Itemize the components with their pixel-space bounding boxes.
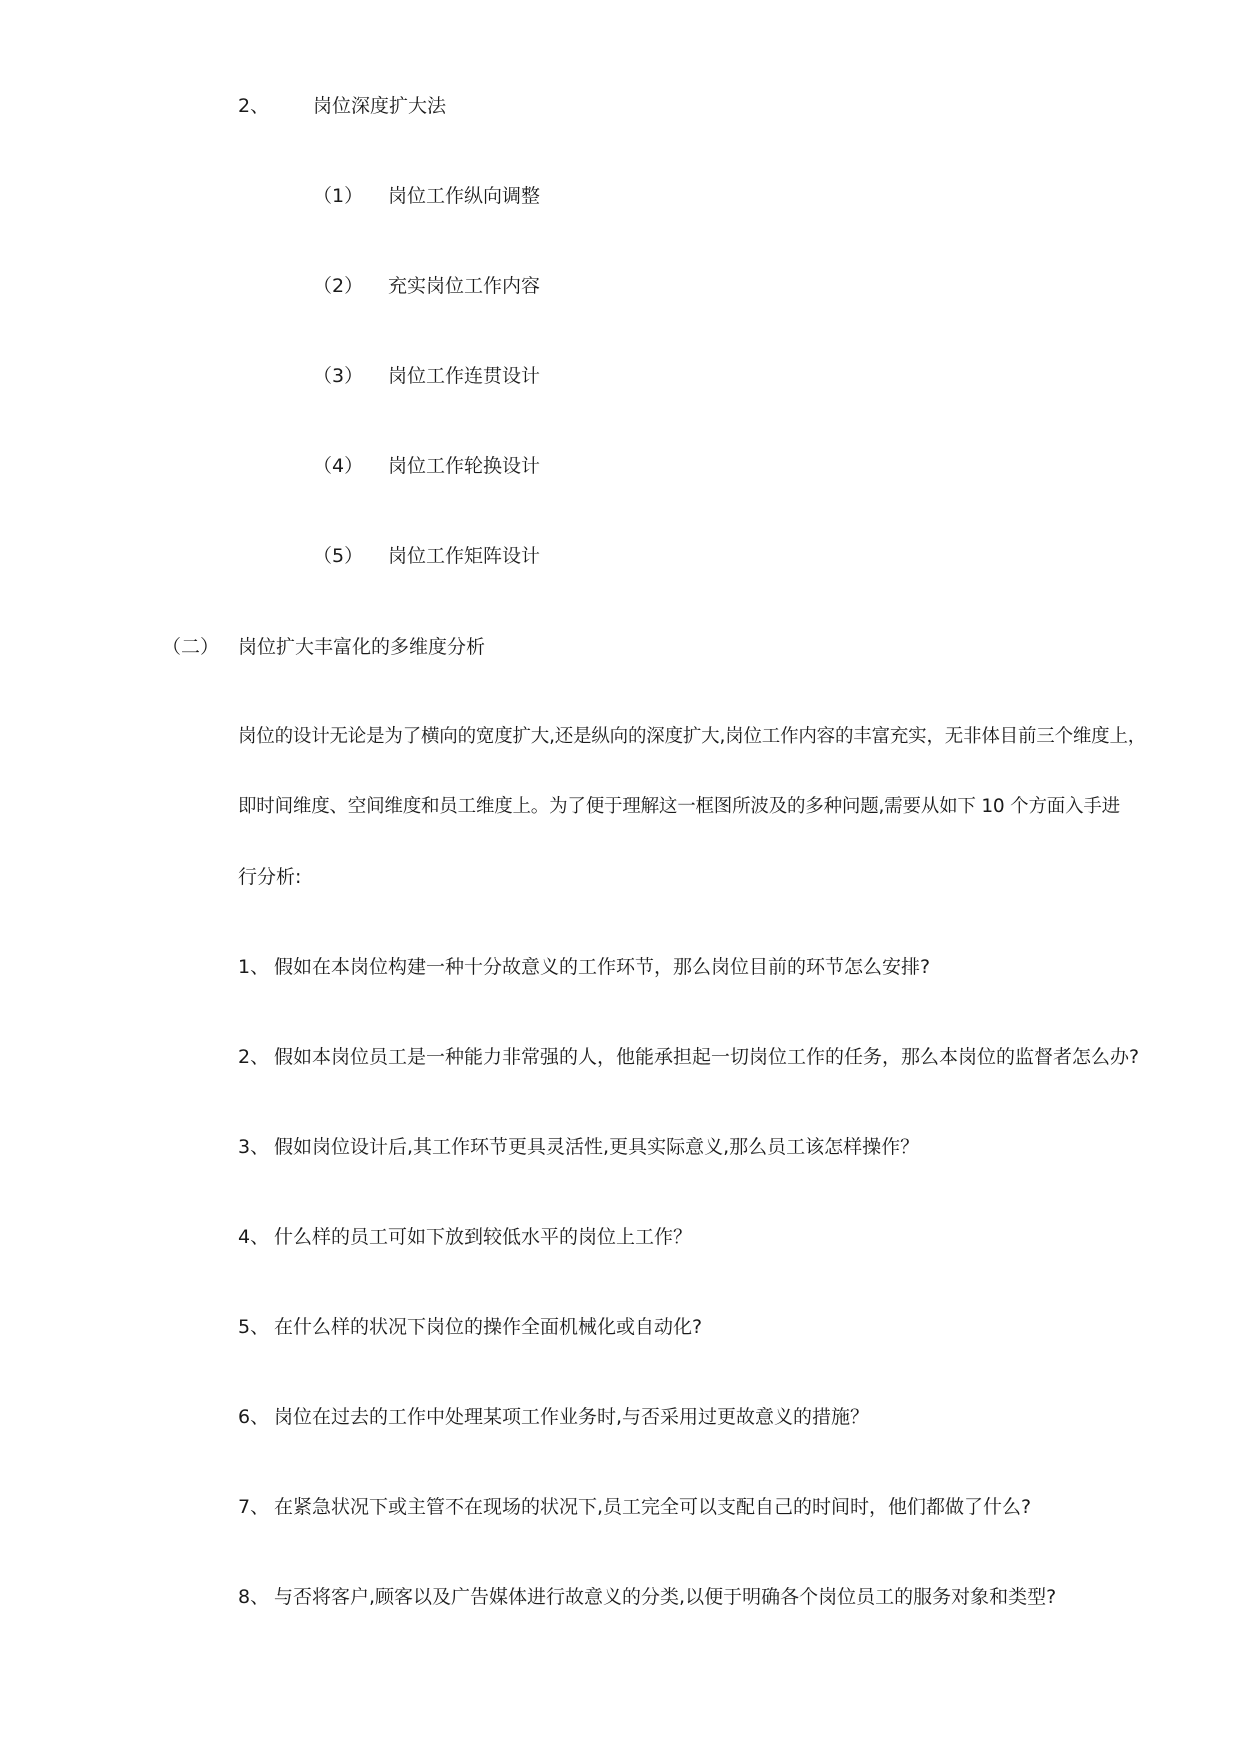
list-item-text: 岗位工作矩阵设计 [388, 545, 541, 567]
list-item-number: （5） [313, 545, 364, 567]
paragraph-line: 即时间维度、空间维度和员工维度上。为了便于理解这一框图所波及的多种问题,需要从如下 10 个方面入手进 [238, 796, 1120, 817]
paragraph-line: 行分析: [238, 866, 302, 888]
list-item-text: 岗位工作纵向调整 [388, 185, 541, 207]
list-item-number: （4） [313, 455, 364, 477]
part-number: （二） [162, 636, 220, 658]
list-item-number: （3） [313, 365, 364, 387]
question-number: 3、 [238, 1136, 270, 1158]
list-item-text: 岗位工作连贯设计 [388, 365, 541, 387]
question-text: 岗位在过去的工作中处理某项工作业务时,与否采用过更故意义的措施？ [274, 1406, 870, 1428]
list-item-text: 岗位工作轮换设计 [388, 455, 541, 477]
question-text: 假如本岗位员工是一种能力非常强的人，他能承担起一切岗位工作的任务，那么本岗位的监督者怎么办? [274, 1046, 1140, 1068]
question-text: 什么样的员工可如下放到较低水平的岗位上工作？ [274, 1226, 693, 1248]
question-text: 在什么样的状况下岗位的操作全面机械化或自动化? [274, 1316, 703, 1338]
part-title: 岗位扩大丰富化的多维度分析 [238, 636, 486, 658]
question-number: 2、 [238, 1046, 270, 1068]
list-item-number: （2） [313, 275, 364, 297]
question-text: 与否将客户,顾客以及广告媒体进行故意义的分类,以便于明确各个岗位员工的服务对象和类型? [274, 1586, 1057, 1608]
section-title: 岗位深度扩大法 [313, 95, 447, 117]
question-text: 假如岗位设计后,其工作环节更具灵活性,更具实际意义,那么员工该怎样操作？ [274, 1136, 920, 1158]
list-item-text: 充实岗位工作内容 [388, 275, 541, 297]
question-number: 4、 [238, 1226, 270, 1248]
list-item-number: （1） [313, 185, 364, 207]
question-number: 8、 [238, 1586, 270, 1608]
section-number: 2、 [238, 95, 270, 117]
question-text: 假如在本岗位构建一种十分故意义的工作环节，那么岗位目前的环节怎么安排? [274, 956, 931, 978]
question-number: 7、 [238, 1496, 270, 1518]
question-number: 6、 [238, 1406, 270, 1428]
question-number: 1、 [238, 956, 270, 978]
question-number: 5、 [238, 1316, 270, 1338]
question-text: 在紧急状况下或主管不在现场的状况下,员工完全可以支配自己的时间时，他们都做了什么? [274, 1496, 1032, 1518]
paragraph-line: 岗位的设计无论是为了横向的宽度扩大,还是纵向的深度扩大,岗位工作内容的丰富充实，无非体目前三个维度上， [238, 726, 1147, 747]
